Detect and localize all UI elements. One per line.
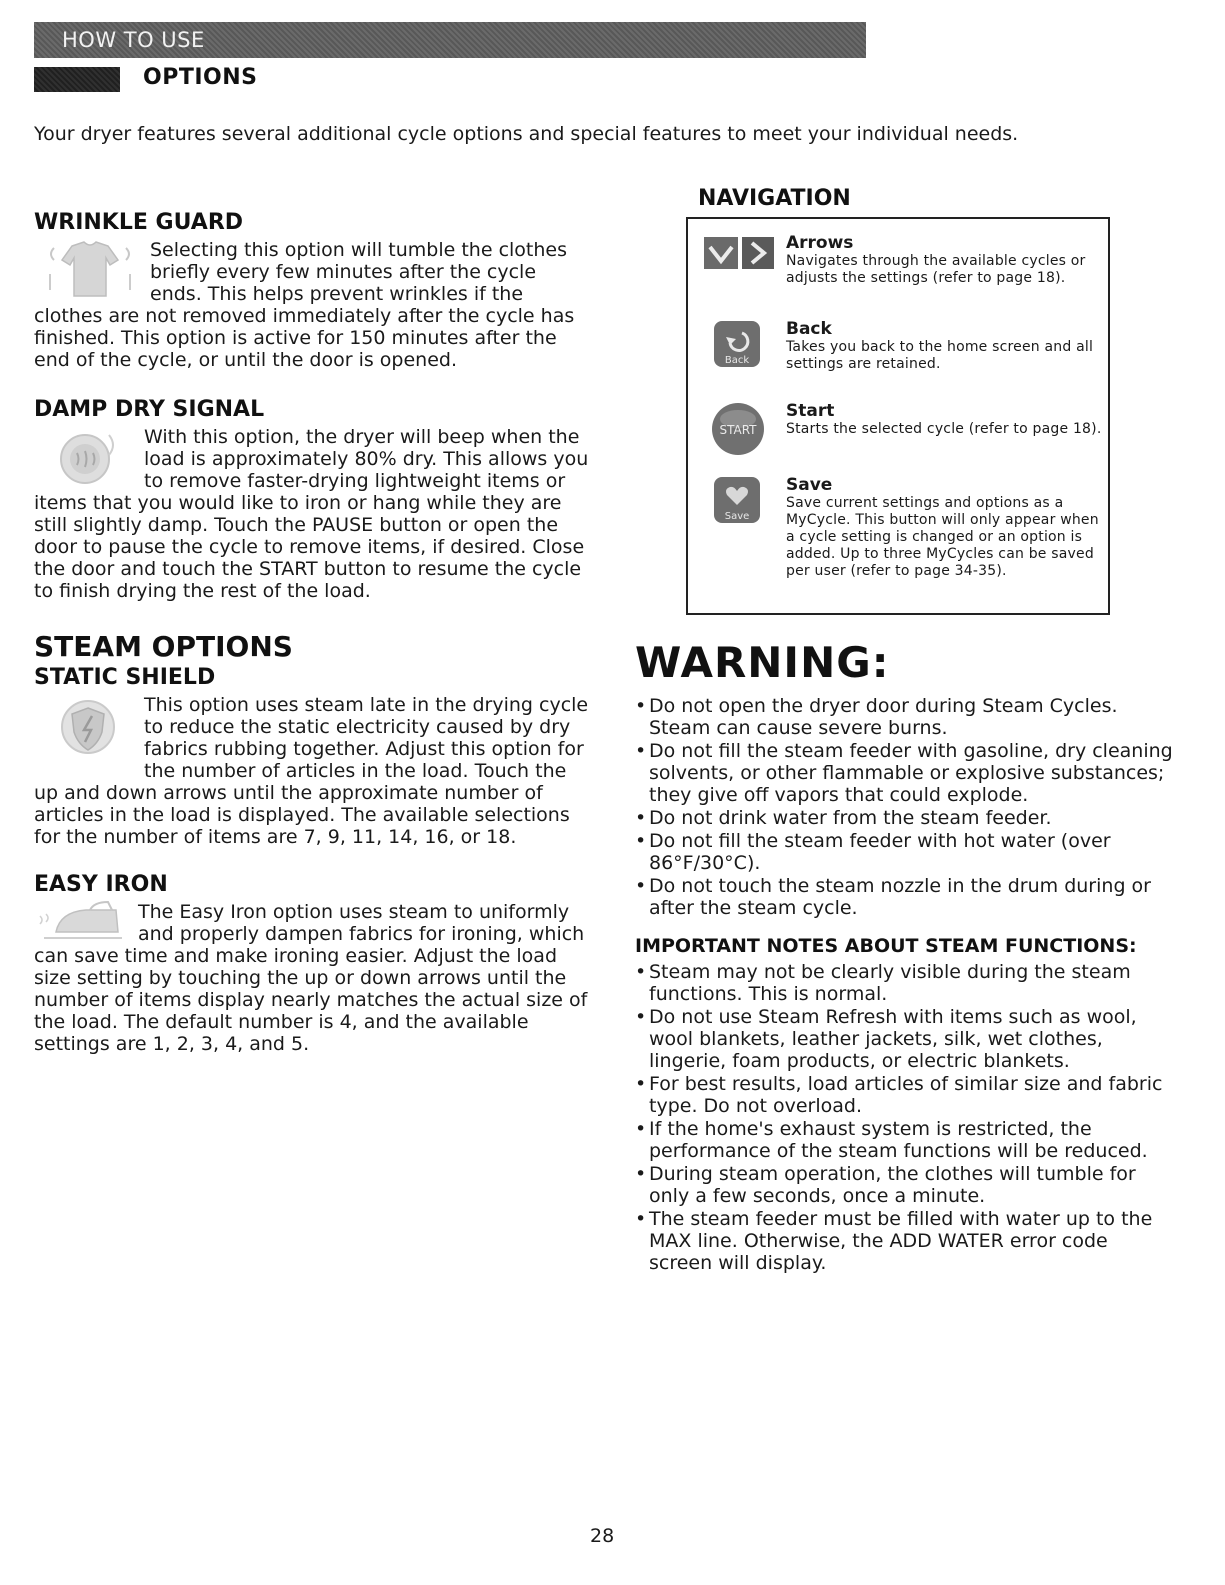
start-icon-label: START	[719, 423, 757, 437]
list-item: • Do not touch the steam nozzle in the drum during or after the steam cycle.	[635, 875, 1175, 919]
list-item: • Do not fill the steam feeder with gasoline, dry cleaning solvents, or other flammable or explosive substances; they give off vapors that could explode.	[635, 740, 1175, 806]
save-icon-label: Save	[724, 511, 750, 522]
warning-list	[635, 695, 1175, 919]
nav-save-desc: Save current settings and options as a MyCycle. This button will only appear when a cycle setting is changed or an option is added. Up to three MyCycles can be saved per user (refer to page 34-35).	[786, 495, 1099, 579]
list-item: • If the home's exhaust system is restricted, the performance of the steam functions will be reduced.	[635, 1118, 1175, 1162]
easy-iron-section	[34, 872, 590, 1055]
static-shield-text: This option uses steam late in the drying cycle to reduce the static electricity caused by dry fabrics rubbing together. Adjust this option for the number of articles in the load. Touch the up and down arrows until the approximate number of articles in the load is displayed. The available selections for the number of items are 7, 9, 11, 14, 16, or 18.	[34, 694, 589, 848]
section-header-label: HOW TO USE	[62, 28, 205, 52]
nav-start-desc: Starts the selected cycle (refer to page 18).	[786, 421, 1102, 437]
static-shield-title: STATIC SHIELD	[34, 665, 216, 690]
warning-title: WARNING:	[635, 638, 890, 687]
iron-icon	[36, 899, 128, 945]
steam-options-title: STEAM OPTIONS	[34, 630, 293, 663]
navigation-section	[698, 186, 851, 211]
list-item: • Do not open the dryer door during Steam Cycles. Steam can cause severe burns.	[635, 695, 1175, 739]
list-item: • For best results, load articles of similar size and fabric type. Do not overload.	[635, 1073, 1175, 1117]
warning-section	[635, 638, 1175, 1275]
damp-dry-icon	[44, 424, 134, 490]
list-item: • During steam operation, the clothes will tumble for only a few seconds, once a minute.	[635, 1163, 1175, 1207]
arrows-icon	[702, 233, 776, 277]
nav-arrows-name: Arrows	[786, 233, 854, 253]
list-item: • Do not fill the steam feeder with hot water (over 86°F/30°C).	[635, 830, 1175, 874]
wrinkle-guard-section	[34, 210, 590, 371]
save-icon	[712, 475, 762, 529]
list-item: • Steam may not be clearly visible during the steam functions. This is normal.	[635, 961, 1175, 1005]
navigation-title: NAVIGATION	[698, 186, 851, 211]
easy-iron-title: EASY IRON	[34, 872, 168, 897]
page-number: 28	[590, 1525, 615, 1547]
damp-dry-section	[34, 397, 590, 602]
list-item: • Do not use Steam Refresh with items such as wool, wool blankets, leather jackets, silk, wet clothes, lingerie, foam products, or electric blankets.	[635, 1006, 1175, 1072]
wrinkle-guard-text: Selecting this option will tumble the clothes briefly every few minutes after the cycle ends. This helps prevent wrinkles if the clothes are not removed immediately after the cycle has finished. This option is active for 150 minutes after the end of the cycle, or until the door is opened.	[34, 239, 575, 371]
list-item: • The steam feeder must be filled with water up to the MAX line. Otherwise, the ADD WATER error code screen will display.	[635, 1208, 1175, 1274]
back-icon-label: Back	[724, 355, 750, 366]
steam-options-section	[34, 630, 590, 848]
important-notes-title: IMPORTANT NOTES ABOUT STEAM FUNCTIONS:	[635, 935, 1137, 957]
important-notes-list	[635, 961, 1175, 1274]
section-header-bar	[34, 22, 866, 58]
nav-back-name: Back	[786, 319, 832, 339]
intro-text: Your dryer features several additional cycle options and special features to meet your individual needs.	[34, 123, 1019, 145]
page-title: OPTIONS	[143, 65, 258, 90]
nav-save-name: Save	[786, 475, 833, 495]
easy-iron-text: The Easy Iron option uses steam to uniformly and properly dampen fabrics for ironing, which can save time and make ironing easier. Adjust the load size setting by touching the up or down arrows until the number of items display nearly matches the actual size of the load. The default number is 4, and the available settings are 1, 2, 3, 4, and 5.	[34, 901, 588, 1055]
back-icon	[712, 319, 762, 373]
navigation-box	[686, 217, 1110, 615]
nav-arrows-desc: Navigates through the available cycles or adjusts the settings (refer to page 18).	[786, 253, 1086, 286]
list-item: • Do not drink water from the steam feeder.	[635, 807, 1175, 829]
options-marker	[34, 67, 120, 92]
shirt-icon	[40, 237, 140, 303]
shield-icon	[42, 692, 134, 762]
start-icon	[710, 401, 766, 461]
damp-dry-text: With this option, the dryer will beep when the load is approximately 80% dry. This allows you to remove faster-drying lightweight items or items that you would like to iron or hang while they are still slightly damp. Touch the PAUSE button or open the door to pause the cycle to remove items, if desired. Close the door and touch the START button to resume the cycle to finish drying the rest of the load.	[34, 426, 589, 602]
damp-dry-title: DAMP DRY SIGNAL	[34, 397, 265, 422]
nav-start-name: Start	[786, 401, 835, 421]
nav-back-desc: Takes you back to the home screen and all settings are retained.	[786, 339, 1094, 372]
wrinkle-guard-title: WRINKLE GUARD	[34, 210, 244, 235]
